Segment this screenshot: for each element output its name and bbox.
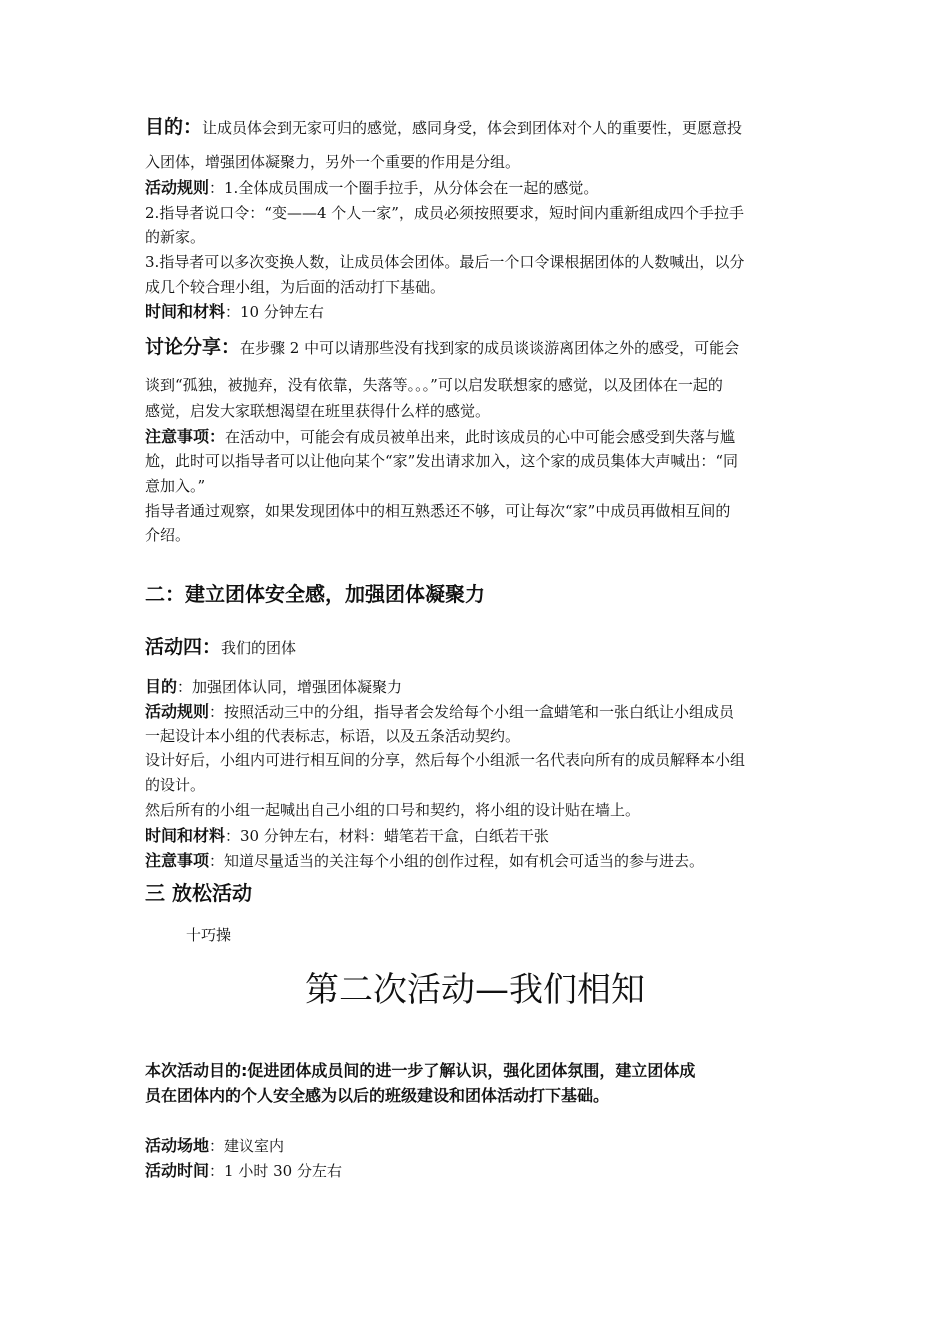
purpose-label: 目的：: [145, 116, 203, 138]
rules2-line-3: 设计好后，小组内可进行相互间的分享，然后每个小组派一名代表向所有的成员解释本小组: [145, 751, 746, 769]
discuss-line-1: [145, 338, 739, 357]
purpose2-line: [145, 679, 402, 695]
rules2-line-1: [145, 704, 734, 720]
rules2-line-4: 的设计。: [145, 776, 206, 794]
time2-line: [145, 828, 549, 844]
purpose-text-1: 让成员体会到无家可归的感觉，感同身受，体会到团体对个人的重要性，更愿意投: [202, 119, 743, 137]
note2-text: ：知道尽量适当的关注每个小组的创作过程，如有机会可适当的参与进去。: [209, 852, 705, 870]
note-line-5: 介绍。: [145, 526, 191, 544]
note-line-4: 指导者通过观察，如果发现团体中的相互熟悉还不够，可让每次“家”中成员再做相互间的: [145, 502, 731, 520]
activity-four-line: [145, 638, 296, 657]
purpose2-label: 目的: [145, 677, 178, 696]
time-text: ：10 分钟左右: [225, 303, 324, 321]
time2-label: 时间和材料: [145, 826, 226, 845]
goal-line-2: 员在团体内的个人安全感为以后的班级建设和团体活动打下基础。: [145, 1086, 610, 1105]
note-line-2: 尬，此时可以指导者可以让他向某个“家”发出请求加入，这个家的成员集体大声喊出：“同: [145, 452, 739, 470]
goal-line-1: 本次活动目的:促进团体成员间的进一步了解认识，强化团体氛围，建立团体成: [145, 1061, 696, 1080]
rules-label: 活动规则: [145, 178, 210, 197]
rules-line-1: [145, 180, 598, 196]
rules-line-4: 3.指导者可以多次变换人数，让成员体会团体。最后一个口令课根据团体的人数喊出，以分: [145, 253, 745, 271]
note-line-3: 意加入。”: [145, 477, 206, 495]
rules2-line-5: 然后所有的小组一起喊出自己小组的口号和契约，将小组的设计贴在墙上。: [145, 801, 641, 819]
rules2-text-1: ：按照活动三中的分组，指导者会发给每个小组一盒蜡笔和一张白纸让小组成员: [209, 703, 735, 721]
rules-line-3: 的新家。: [145, 228, 206, 246]
discuss-label: 讨论分享：: [145, 336, 241, 358]
rules2-line-2: 一起设计本小组的代表标志，标语，以及五条活动契约。: [145, 727, 521, 745]
note-line-1: [145, 429, 735, 445]
note-label: 注意事项：: [145, 427, 226, 446]
rules2-label: 活动规则: [145, 702, 210, 721]
duration-label: 活动时间: [145, 1161, 210, 1180]
note-text-1: 在活动中，可能会有成员被单出来，此时该成员的心中可能会感受到失落与尴: [225, 428, 736, 446]
time2-text: ：30 分钟左右，材料：蜡笔若干盒，白纸若干张: [225, 827, 549, 845]
venue-line: [145, 1138, 284, 1154]
activity-title: 第二次活动—我们相知: [305, 970, 645, 1010]
note2-line: [145, 853, 704, 869]
duration-line: [145, 1163, 342, 1179]
duration-text: ：1 小时 30 分左右: [209, 1162, 342, 1180]
rules-line-2: 2.指导者说口令：“变——4 个人一家”，成员必须按照要求，短时间内重新组成四个手拉手: [145, 204, 744, 222]
venue-label: 活动场地: [145, 1136, 210, 1155]
rules-line-5: 成几个较合理小组，为后面的活动打下基础。: [145, 278, 446, 296]
relax-item: 十巧操: [186, 926, 232, 944]
discuss-text-1: 在步骤 2 中可以请那些没有找到家的成员谈谈游离团体之外的感受，可能会: [240, 339, 740, 357]
activity-four-name: 我们的团体: [221, 639, 297, 657]
purpose-line-1: [145, 118, 742, 137]
purpose2-text: ：加强团体认同，增强团体凝聚力: [177, 678, 403, 696]
time-line: [145, 304, 324, 320]
activity-four-label: 活动四：: [145, 636, 222, 658]
discuss-line-2: 谈到“孤独，被抛弃，没有依靠，失落等。。。”可以启发联想家的感觉，以及团体在一起的: [145, 376, 723, 394]
section-heading-2: 二：建立团体安全感，加强团体凝聚力: [145, 582, 485, 606]
section-heading-3: 三 放松活动: [145, 881, 252, 905]
rules-text-1: ：1.全体成员围成一个圈手拉手，从分体会在一起的感觉。: [209, 179, 599, 197]
venue-text: ：建议室内: [209, 1137, 285, 1155]
time-label: 时间和材料: [145, 302, 226, 321]
purpose-line-2: 入团体，增强团体凝聚力，另外一个重要的作用是分组。: [145, 153, 521, 171]
note2-label: 注意事项: [145, 851, 210, 870]
discuss-line-3: 感觉，启发大家联想渴望在班里获得什么样的感觉。: [145, 402, 491, 420]
